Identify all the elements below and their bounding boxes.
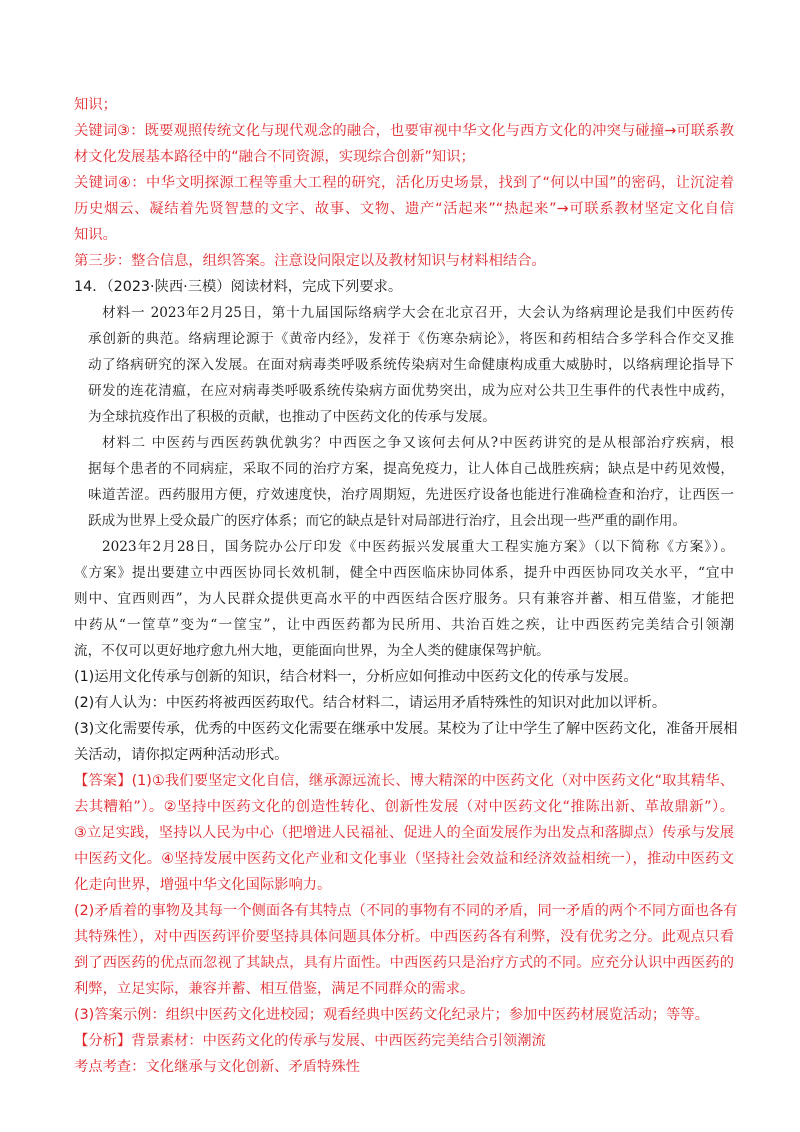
answer-line: 其特殊性），对中西医药评价要坚持具体问题具体分析。中西医药各有利弊，没有优劣之分。此观点只看: [74, 929, 734, 945]
analysis-key-points: 考点考查：文化继承与文化创新、矛盾特殊性: [74, 1059, 360, 1075]
material-line: 流，不仅可以更好地疗愈九州大地，更能面向世界，为全人类的健康保驾护航。: [74, 643, 550, 659]
material-line: 据每个患者的不同病症，采取不同的治疗方案，提高免疫力，让人体自己战胜疾病；缺点是中药见效慢，: [88, 461, 734, 477]
material-line: 则中、宜西则西”，为人民群众提供更高水平的中西医结合医疗服务。只有兼容并蓄、相互借鉴，才能把: [74, 591, 734, 607]
analysis-background-text: 背景素材：中医药文化的传承与发展、中西医药完美结合引领潮流: [131, 1033, 546, 1049]
answer-line: ③立足实践，坚持以人民为中心（把增进人民福祉、促进人的全面发展作为出发点和落脚点）传承与发展: [74, 825, 734, 841]
sub-question-1: (1)运用文化传承与创新的知识，结合材料一，分析应如何推动中医药文化的传承与发展。: [74, 669, 638, 685]
sub-question-2: (2)有人认为：中医药将被西医药取代。结合材料二，请运用矛盾特殊性的知识对此加以评析。: [74, 695, 667, 711]
analysis-line: 知识。: [74, 227, 117, 243]
analysis-line: 历史烟云、凝结着先贤智慧的文字、故事、文物、遗产“活起来”“热起来”→可联系教材坚定文化自信: [74, 201, 734, 217]
material-line: 中药从“一筐草”变为“一筐宝”，让中西医药都为民所用、共治百姓之疾，让中西医药完美结合引领潮: [74, 617, 734, 633]
material-line: 研发的连花清瘟，在应对病毒类呼吸系统传染病方面优势突出，成为应对公共卫生事件的代表性中成药，: [88, 383, 734, 399]
material-line: 承创新的典范。络病理论源于《黄帝内经》，发祥于《伤寒杂病论》，将医和药相结合多学科合作交叉推: [88, 331, 734, 347]
analysis-step-three: 第三步：整合信息，组织答案。注意设问限定以及教材知识与材料相结合。: [74, 253, 546, 269]
material-three: [74, 534, 734, 664]
analysis-background: [74, 1028, 734, 1054]
answer-line: 【答案】(1)①我们要坚定文化自信，继承源远流长、博大精深的中医药文化（对中医药文化“取其精华、: [74, 773, 734, 789]
analysis-line: 关键词④：中华文明探源工程等重大工程的研究，活化历史场景，找到了“何以中国”的密码，让沉淀着: [74, 175, 734, 191]
sub-question-3-cont: 关活动，请你拟定两种活动形式。: [74, 747, 289, 763]
sub-question-3: (3)文化需要传承，优秀的中医药文化需要在继承中发展。某校为了让中学生了解中医药文化，准备开展相: [74, 721, 738, 737]
material-line: 动了络病研究的深入发展。在面对病毒类呼吸系统传染病对生命健康构成重大威胁时，以络病理论指导下: [88, 357, 734, 373]
answer-line: 去其糟粕”）。②坚持中医药文化的创造性转化、创新性发展（对中医药文化“推陈出新、革故鼎新”）。: [74, 799, 734, 815]
material-one: [74, 300, 734, 430]
material-line: 为全球抗疫作出了积极的贡献，也推动了中医药文化的传承与发展。: [88, 409, 496, 425]
answer-block: [74, 768, 738, 1028]
answer-line: 到了西医药的优点而忽视了其缺点，具有片面性。中西医药只是治疗方式的不同。应充分认识中西医药的: [74, 955, 734, 971]
material-line: 《方案》提出要建立中西医协同长效机制，健全中西医临床协同体系，提升中西医协同攻关水平，“宜中: [74, 565, 734, 581]
answer-line: (2)矛盾着的事物及其每一个侧面各有其特点（不同的事物有不同的矛盾，同一矛盾的两个不同方面也各有: [74, 903, 738, 919]
analysis-line: 材文化发展基本路径中的“融合不同资源，实现综合创新”知识；: [74, 149, 475, 165]
answer-line: 化走向世界，增强中华文化国际影响力。: [74, 877, 332, 893]
analysis-line: 关键词③：既要观照传统文化与现代观念的融合，也要审视中华文化与西方文化的冲突与碰撞→可联系教: [74, 123, 734, 139]
material-line: 2023年2月28日，国务院办公厅印发《中医药振兴发展重大工程实施方案》（以下简称《方案》）。: [102, 539, 734, 555]
analysis-label: 【分析】: [74, 1033, 132, 1049]
material-line: 跃成为世界上受众最广的医疗体系；而它的缺点是针对局部进行治疗，且会出现一些严重的副作用。: [88, 513, 687, 529]
answer-line: 利弊，立足实际，兼容并蓄、相互借鉴，满足不同群众的需求。: [74, 981, 475, 997]
answer-line: (3)答案示例：组织中医药文化进校园；观看经典中医药文化纪录片；参加中医药材展览活动；等等。: [74, 1007, 710, 1023]
answer-line: 中医药文化。④坚持发展中医药文化产业和文化事业（坚持社会效益和经济效益相统一），推动中医药文: [74, 851, 734, 867]
material-line: 材料二 中医药与西医药孰优孰劣？中西医之争又该何去何从?中医药讲究的是从根部治疗疾病，根: [102, 435, 734, 451]
material-line: 材料一 2023年2月25日，第十九届国际络病学大会在北京召开，大会认为络病理论是我们中医药传: [102, 305, 734, 321]
page-content: [74, 92, 738, 1080]
analysis-line: 知识；: [74, 97, 117, 113]
material-line: 味道苦涩。西药服用方便，疗效速度快，治疗周期短，先进医疗设备也能进行准确检查和治疗，让西医一: [88, 487, 734, 503]
question-heading: 14．（2023·陕西·三模）阅读材料，完成下列要求。: [74, 279, 403, 295]
material-two: [74, 430, 734, 534]
